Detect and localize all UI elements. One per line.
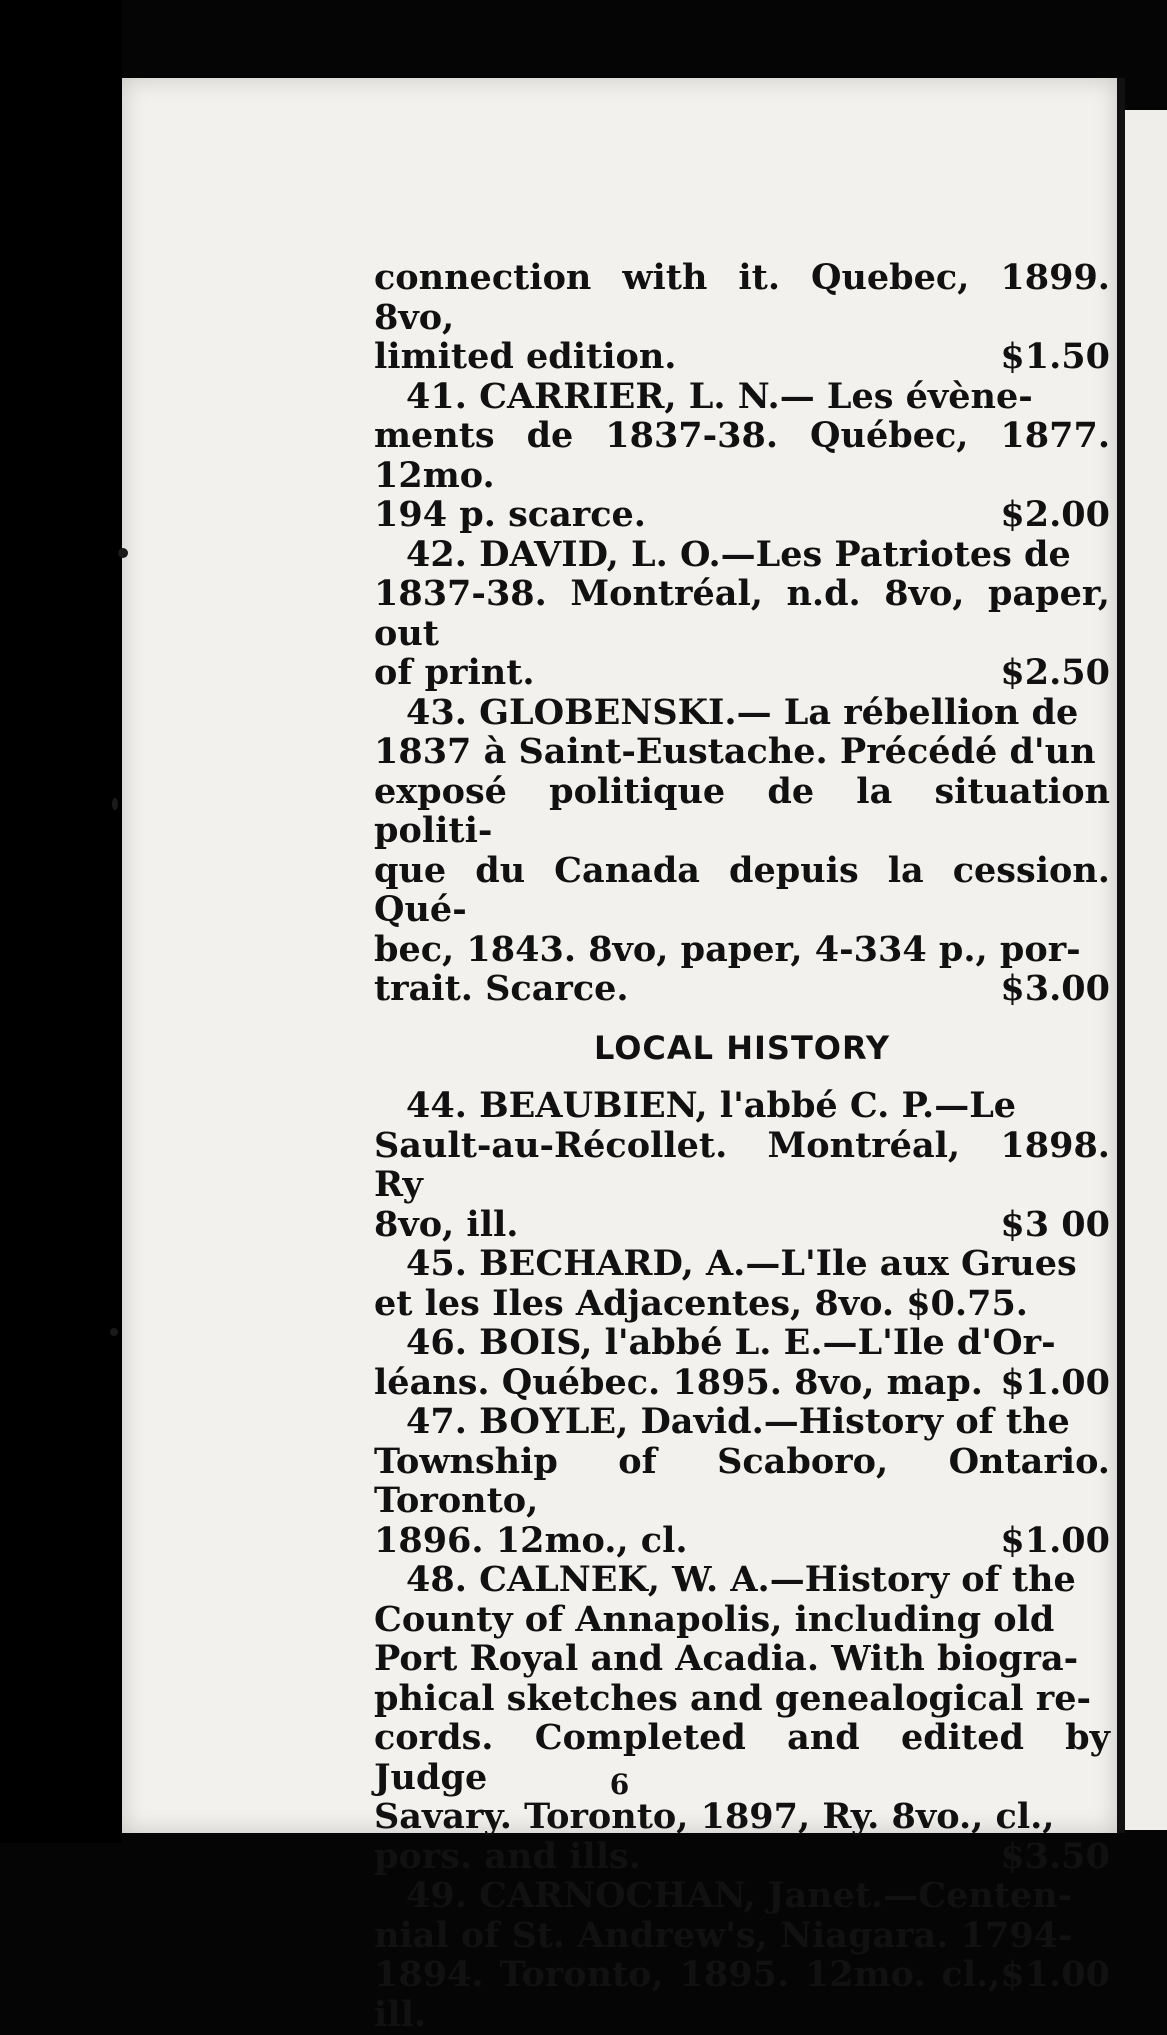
entry-tail: limited edition. xyxy=(374,336,677,377)
entry-line: phical sketches and genealogical re- xyxy=(374,1677,1092,1719)
entry-tail: pors. and ills. xyxy=(374,1835,641,1877)
entry-price: $1.50 xyxy=(1000,336,1110,377)
entry-line: 1837 à Saint-Eustache. Précédé d'un xyxy=(374,731,1096,772)
entry-price: $1.00 xyxy=(1000,1361,1110,1403)
catalogue-entry xyxy=(374,1876,1110,2034)
entry-price-line xyxy=(374,1363,1110,1403)
entry-number: 45. xyxy=(406,1243,467,1284)
catalogue-entry xyxy=(374,535,1110,693)
entry-price-line xyxy=(374,969,1110,1009)
entry-price-line xyxy=(374,337,1110,377)
entry-tail: trait. Scarce. xyxy=(374,968,629,1009)
entry-line: connection with it. Quebec, 1899. 8vo, xyxy=(374,257,1110,338)
section-heading: LOCAL HISTORY xyxy=(593,1028,891,1067)
entry-price: $2.50 xyxy=(1000,652,1110,693)
entry-heading: BOIS, l'abbé L. E.—L'Ile d'Or- xyxy=(479,1322,1056,1363)
entry-number: 42. xyxy=(406,533,467,575)
catalogue-entry xyxy=(374,1323,1110,1402)
entry-first-line xyxy=(374,535,1110,575)
entry-number: 46. xyxy=(406,1322,467,1363)
entry-line: County of Annapolis, including old xyxy=(374,1598,1055,1640)
entry-line: exposé politique de la situation politi- xyxy=(374,770,1110,851)
continuation-entry xyxy=(374,258,1110,377)
entry-heading: CALNEK, W. A.—History of the xyxy=(479,1559,1076,1600)
entry-price: $1.00 xyxy=(1000,1519,1110,1561)
entry-number: 43. xyxy=(406,691,467,733)
entry-heading: BECHARD, A.—L'Ile aux Grues xyxy=(479,1243,1077,1284)
adjacent-page-edge xyxy=(1125,110,1167,1830)
entry-number: 48. xyxy=(406,1559,467,1600)
catalogue-entry xyxy=(374,693,1110,1009)
catalogue-entry xyxy=(374,1560,1110,1876)
entry-number: 44. xyxy=(406,1085,467,1126)
entry-first-line xyxy=(374,1244,1110,1284)
entry-number: 41. xyxy=(406,375,467,417)
entry-price-line xyxy=(374,653,1110,693)
entry-tail: of print. xyxy=(374,652,535,693)
catalogue-entry xyxy=(374,1402,1110,1560)
entry-tail: 194 p. scarce. xyxy=(374,494,646,535)
entry-line: que du Canada depuis la cession. Qué- xyxy=(374,849,1110,930)
entry-heading: DAVID, L. O.—Les Patriotes de xyxy=(479,533,1071,575)
entry-number: 49. xyxy=(406,1875,467,1916)
entry-tail: léans. Québec. 1895. 8vo, map. xyxy=(374,1361,983,1403)
entry-heading: CARNOCHAN, Janet.—Centen- xyxy=(479,1875,1073,1916)
entry-line: ments de 1837-38. Québec, 1877. 12mo. xyxy=(374,415,1110,496)
entry-first-line xyxy=(374,1086,1110,1126)
entry-price-line xyxy=(374,495,1110,535)
catalogue-entry xyxy=(374,1244,1110,1323)
entry-first-line xyxy=(374,1560,1110,1600)
entry-price: $2.00 xyxy=(1000,494,1110,535)
page-gutter xyxy=(1117,78,1125,1833)
entries-bottom xyxy=(374,1086,1110,2034)
entry-line: Port Royal and Acadia. With biogra- xyxy=(374,1638,1079,1679)
entry-heading: GLOBENSKI.— La rébellion de xyxy=(479,691,1079,733)
entry-tail: 8vo, ill. xyxy=(374,1203,519,1245)
catalogue-entry xyxy=(374,1086,1110,1244)
entry-heading: BOYLE, David.—History of the xyxy=(479,1401,1070,1442)
entry-first-line xyxy=(374,1876,1110,1916)
entry-tail: 1894. Toronto, 1895. 12mo. cl., ill. xyxy=(374,1954,1001,2035)
entry-price: $3 00 xyxy=(1000,1203,1110,1245)
entry-tail: 1896. 12mo., cl. xyxy=(374,1519,688,1561)
catalogue-entry xyxy=(374,377,1110,535)
entry-price: $1.00 xyxy=(1000,1954,1110,1995)
entry-price-line xyxy=(374,1837,1110,1877)
entry-heading: CARRIER, L. N.— Les évène- xyxy=(479,375,1033,417)
entry-tail: et les Iles Adjacentes, 8vo. $0.75. xyxy=(374,1282,1028,1324)
entry-number: 47. xyxy=(406,1401,467,1442)
scan-speck xyxy=(118,548,128,558)
scan-speck xyxy=(112,798,118,810)
entries-top xyxy=(374,377,1110,1009)
entry-price: $3.50 xyxy=(1000,1835,1110,1877)
entry-line: Savary. Toronto, 1897, Ry. 8vo., cl., xyxy=(374,1796,1055,1837)
entry-line: bec, 1843. 8vo, paper, 4-334 p., por- xyxy=(374,928,1081,970)
page-number: 6 xyxy=(609,1768,630,1801)
entry-heading: BEAUBIEN, l'abbé C. P.—Le xyxy=(479,1085,1017,1126)
entry-first-line xyxy=(374,693,1110,733)
entry-price: $3.00 xyxy=(1000,968,1110,1009)
entry-first-line xyxy=(374,1402,1110,1442)
entry-price-line xyxy=(374,1521,1110,1561)
entry-line: Sault-au-Récollet. Montréal, 1898. Ry xyxy=(374,1124,1110,1205)
entry-line: Township of Scaboro, Ontario. Toronto, xyxy=(374,1440,1110,1521)
entry-first-line xyxy=(374,1323,1110,1363)
entry-line: nial of St. Andrew's, Niagara. 1794- xyxy=(374,1914,1073,1956)
entry-price-line xyxy=(374,1205,1110,1245)
entry-line: 1837-38. Montréal, n.d. 8vo, paper, out xyxy=(374,573,1110,654)
catalogue-page xyxy=(122,78,1117,2035)
scan-speck xyxy=(110,1328,118,1336)
entry-first-line xyxy=(374,377,1110,417)
entry-price-line xyxy=(374,1284,1110,1324)
scan-background-left xyxy=(0,0,122,1843)
entry-price-line xyxy=(374,1955,1110,2034)
entry-line: cords. Completed and edited by Judge xyxy=(374,1717,1110,1798)
